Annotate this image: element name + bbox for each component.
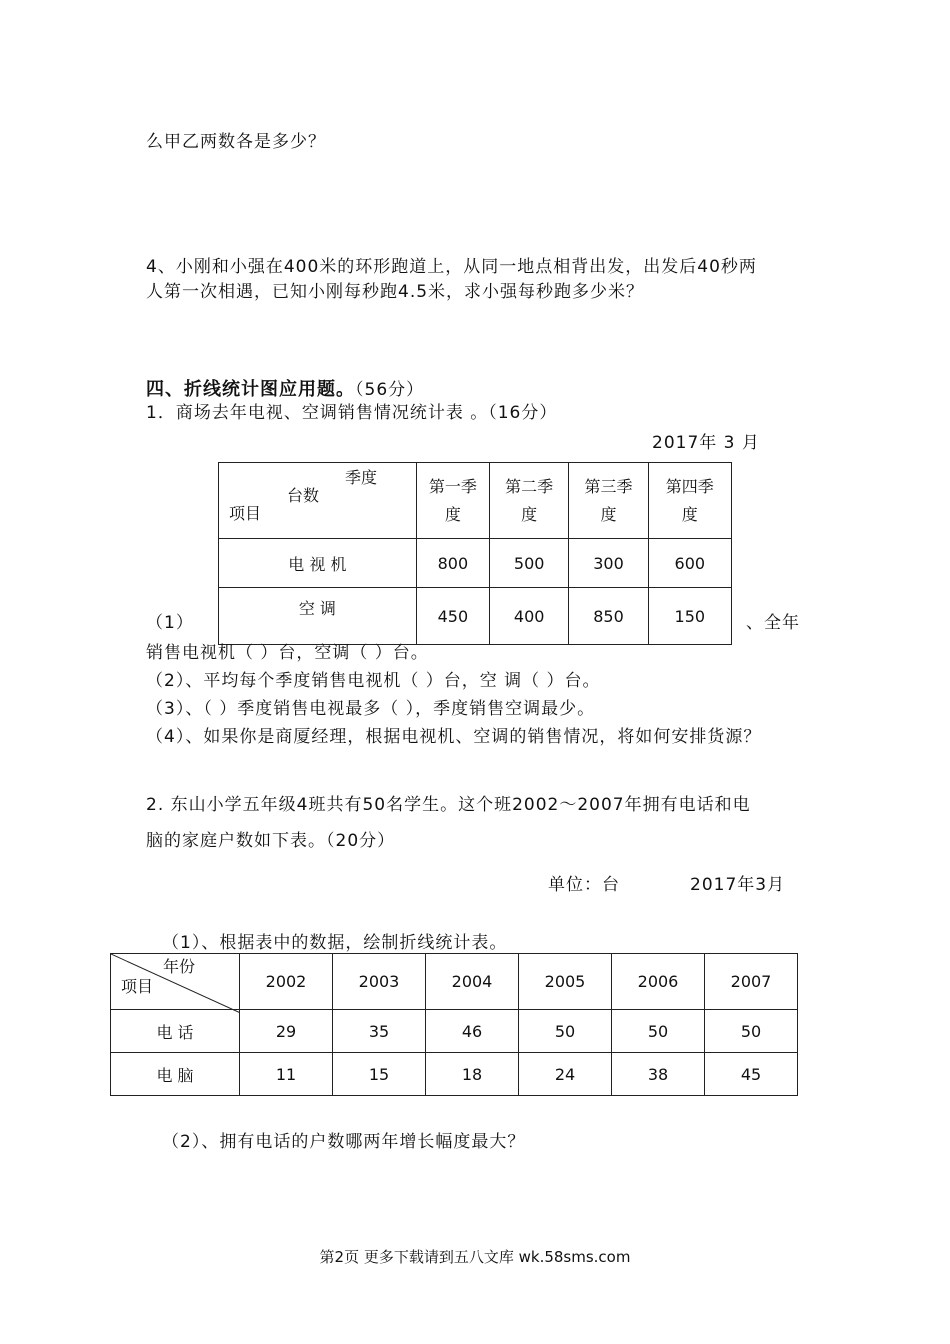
table-row — [219, 539, 732, 588]
sales-table — [218, 462, 732, 645]
q4-line1: 4、小刚和小强在400米的环形跑道上，从同一地点相背出发，出发后40秒两 — [146, 257, 757, 277]
table1-corner-top: 季度 — [345, 468, 378, 487]
p1-q1-line2: 销售电视机（ ）台，空调（ ）台。 — [146, 643, 429, 663]
cell: 46 — [426, 1010, 519, 1053]
cell: 24 — [519, 1053, 612, 1096]
row-label: 空 调 — [219, 588, 417, 645]
cell: 400 — [490, 588, 569, 645]
row-label: 电 视 机 — [219, 539, 417, 588]
table1-header-q3: 第三季度 — [569, 463, 648, 539]
year-header: 2006 — [612, 954, 705, 1010]
p1-q2: （2）、平均每个季度销售电视机（ ）台，空 调（ ）台。 — [146, 671, 601, 691]
table2-corner-cell — [111, 954, 240, 1010]
year-header: 2002 — [240, 954, 333, 1010]
cell: 11 — [240, 1053, 333, 1096]
table1-header-q1: 第一季度 — [416, 463, 489, 539]
cell: 35 — [333, 1010, 426, 1053]
cell: 600 — [648, 539, 731, 588]
table-row — [111, 1053, 798, 1096]
cell: 500 — [490, 539, 569, 588]
cell: 450 — [416, 588, 489, 645]
p2-q1: （1）、根据表中的数据，绘制折线统计表。 — [162, 933, 508, 953]
problem1-date: 2017年 3 月 — [652, 433, 760, 453]
table2-corner-top: 年份 — [163, 957, 196, 976]
table1-header-q4: 第四季度 — [648, 463, 731, 539]
cell: 50 — [705, 1010, 798, 1053]
year-header: 2004 — [426, 954, 519, 1010]
row-label: 电 话 — [111, 1010, 240, 1053]
p1-q1-prefix: （1） — [146, 613, 194, 633]
p2-unit: 单位：台 — [548, 875, 620, 895]
table-row — [219, 588, 732, 645]
cell: 38 — [612, 1053, 705, 1096]
household-table — [110, 953, 798, 1096]
p1-q1-suffix: 、全年 — [746, 613, 800, 633]
year-header: 2005 — [519, 954, 612, 1010]
p2-line2: 脑的家庭户数如下表。（20分） — [146, 831, 396, 851]
section4-title: 四、折线统计图应用题。 — [146, 379, 355, 400]
table1-header-q2: 第二季度 — [490, 463, 569, 539]
table1-corner-mid: 台数 — [287, 486, 320, 505]
cell: 850 — [569, 588, 648, 645]
problem1-title: 1．商场去年电视、空调销售情况统计表 。（16分） — [146, 403, 558, 423]
cell: 50 — [519, 1010, 612, 1053]
table2-corner-bottom: 项目 — [121, 977, 154, 996]
row-label: 电 脑 — [111, 1053, 240, 1096]
cell: 45 — [705, 1053, 798, 1096]
p2-q2: （2）、拥有电话的户数哪两年增长幅度最大？ — [162, 1132, 526, 1152]
table1-corner-cell — [219, 463, 417, 539]
cell: 300 — [569, 539, 648, 588]
year-header: 2007 — [705, 954, 798, 1010]
table1-corner-bottom: 项目 — [229, 504, 262, 523]
cell: 29 — [240, 1010, 333, 1053]
cell: 800 — [416, 539, 489, 588]
cell: 150 — [648, 588, 731, 645]
q3-tail-text: 么甲乙两数各是多少？ — [146, 132, 326, 152]
cell: 15 — [333, 1053, 426, 1096]
p1-q4: （4）、如果你是商厦经理，根据电视机、空调的销售情况，将如何安排货源？ — [146, 727, 762, 747]
page-footer: 第2页 更多下载请到五八文库 wk.58sms.com — [319, 1248, 631, 1266]
year-header: 2003 — [333, 954, 426, 1010]
cell: 18 — [426, 1053, 519, 1096]
section4-score: （56分） — [355, 380, 425, 400]
q4-line2: 人第一次相遇，已知小刚每秒跑4.5米，求小强每秒跑多少米？ — [146, 282, 645, 302]
p1-q3: （3）、（ ）季度销售电视最多（ ），季度销售空调最少。 — [146, 699, 596, 719]
p2-line1: 2. 东山小学五年级4班共有50名学生。这个班2002～2007年拥有电话和电 — [146, 795, 751, 815]
cell: 50 — [612, 1010, 705, 1053]
p2-date: 2017年3月 — [690, 875, 786, 895]
